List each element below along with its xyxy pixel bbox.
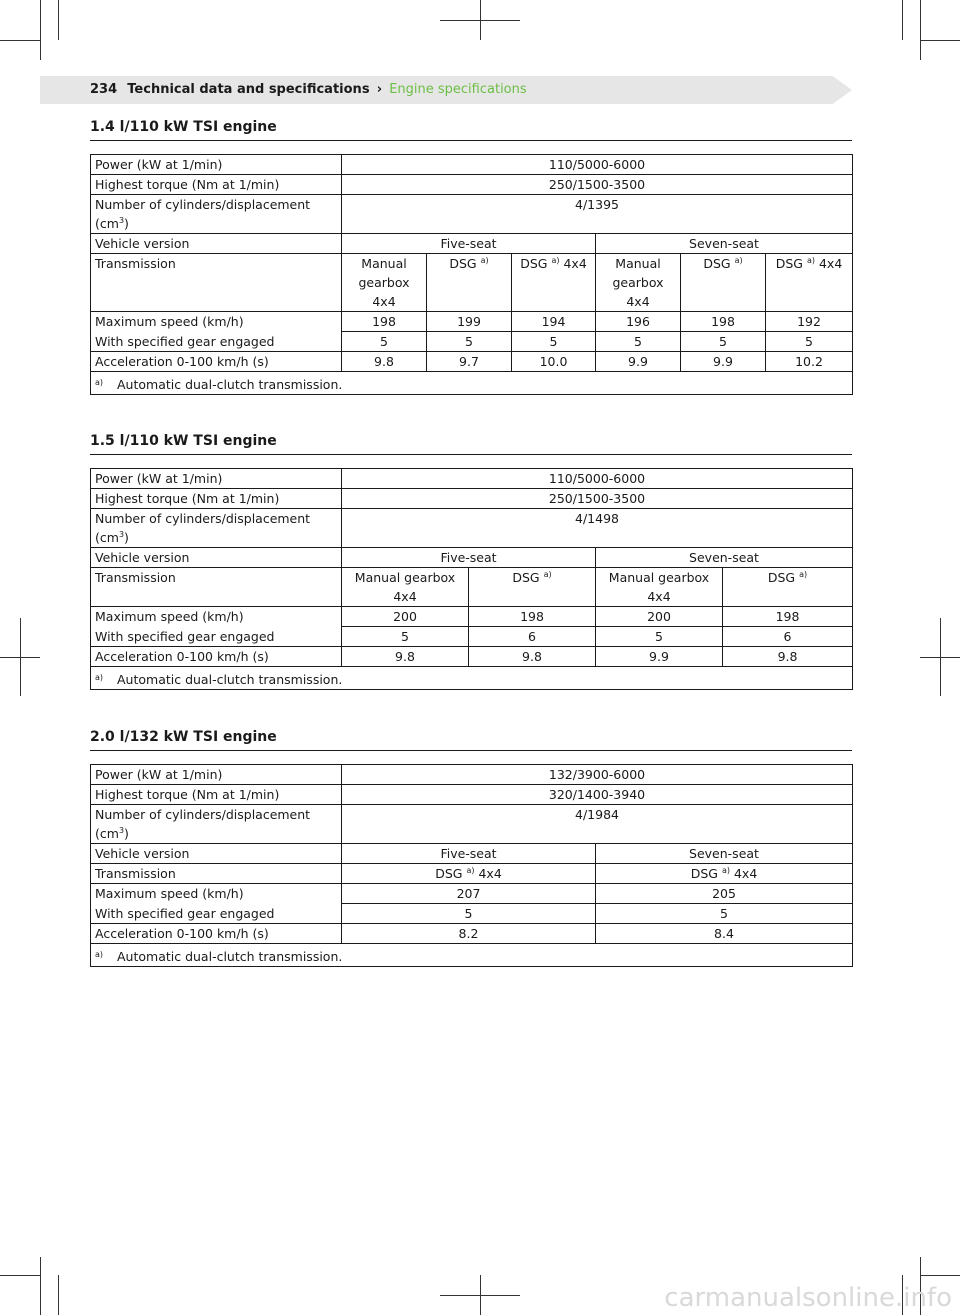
table-row [91,155,853,175]
footnote-row [91,944,853,967]
table-row [91,647,853,667]
table-cell: 10.0 [512,352,596,372]
table-cell: 5 [596,904,853,924]
row-label: With specified gear engaged [91,904,342,924]
footnote-ref[interactable]: a) [734,256,743,265]
section-title: 2.0 l/132 kW TSI engine [90,728,852,751]
table-row [91,312,853,332]
footnote-ref[interactable]: a) [806,256,815,265]
row-label: With specified gear engaged [91,627,342,647]
table-row [91,864,853,884]
crop-mark [920,40,960,41]
breadcrumb-section[interactable]: Technical data and specifications [127,82,370,97]
footnote [91,372,853,395]
table-cell [723,568,853,607]
footnote-ref[interactable]: a) [799,570,808,579]
drive-label: 4x4 [818,256,843,271]
table-row [91,548,853,568]
row-label: Vehicle version [91,844,342,864]
crop-mark [920,1275,960,1276]
row-label: With specified gear engaged [91,332,342,352]
footnote-ref[interactable]: a) [551,256,560,265]
footnote-text: Automatic dual-clutch transmission. [117,948,343,964]
footnote-row [91,667,853,690]
table-cell: 9.8 [342,647,469,667]
row-label: Vehicle version [91,234,342,254]
table-cell: 5 [342,627,469,647]
table-cell [342,864,596,884]
table-row [91,352,853,372]
table-cell: 5 [596,627,723,647]
table-cell: 198 [681,312,766,332]
label-text: Number of cylinders/displacement (cm [95,807,311,841]
transmission-label: DSG [512,570,540,585]
table-cell: 192 [766,312,853,332]
label-text: Number of cylinders/displacement (cm [95,197,311,231]
footnote-row [91,372,853,395]
label-text: ) [124,826,129,841]
table-cell: Seven-seat [596,234,853,254]
table-row [91,904,853,924]
footnote-text: Automatic dual-clutch transmission. [117,671,343,687]
spec-table [90,154,853,395]
row-label: Vehicle version [91,548,342,568]
table-cell: 5 [766,332,853,352]
table-cell: Seven-seat [596,844,853,864]
row-label: Acceleration 0-100 km/h (s) [91,352,342,372]
table-cell: 200 [342,607,469,627]
table-cell: 250/1500-3500 [342,175,853,195]
row-label: Highest torque (Nm at 1/min) [91,489,342,509]
transmission-label: DSG [690,866,718,881]
crop-mark [40,1257,41,1315]
watermark: carmanualsonline.info [664,1283,952,1313]
crop-mark [40,0,41,60]
footnote [91,944,853,967]
label-text: ) [124,216,129,231]
table-row [91,175,853,195]
table-row [91,509,853,548]
table-row [91,924,853,944]
table-cell: 110/5000-6000 [342,469,853,489]
table-row [91,568,853,607]
spec-table [90,468,853,690]
breadcrumb-subsection[interactable]: Engine specifications [389,82,527,97]
table-row [91,627,853,647]
table-cell: Five-seat [342,844,596,864]
crop-mark [480,1275,481,1315]
row-label: Transmission [91,568,342,607]
footnote-mark: a) [95,672,104,682]
table-cell: Five-seat [342,234,596,254]
table-cell: 9.8 [469,647,596,667]
footnote-ref[interactable]: a) [480,256,489,265]
table-cell: 4/1395 [342,195,853,234]
table-cell: 250/1500-3500 [342,489,853,509]
table-row [91,195,853,234]
table-row [91,332,853,352]
engine-section-2-0 [90,728,852,967]
table-cell: 9.9 [596,647,723,667]
row-label: Power (kW at 1/min) [91,155,342,175]
row-label: Highest torque (Nm at 1/min) [91,785,342,805]
table-row [91,765,853,785]
drive-label: 4x4 [478,866,502,881]
table-row [91,489,853,509]
footnote-ref[interactable]: a) [543,570,552,579]
drive-label: 4x4 [733,866,758,881]
footnote-mark: a) [95,949,104,959]
table-row [91,844,853,864]
table-cell: 9.7 [427,352,512,372]
label-text: Number of cylinders/displacement (cm [95,511,311,545]
transmission-label: DSG [435,866,463,881]
crop-mark [0,40,40,41]
row-label [91,195,342,234]
transmission-label: Manual gearbox 4x4 [612,256,664,309]
table-cell: Manual gearbox 4x4 [342,568,469,607]
transmission-label: Manual gearbox 4x4 [358,256,410,309]
table-cell: 8.4 [596,924,853,944]
unit-superscript: 3 [118,530,125,539]
row-label: Maximum speed (km/h) [91,312,342,332]
table-cell: 320/1400-3940 [342,785,853,805]
row-label: Power (kW at 1/min) [91,469,342,489]
table-cell: 5 [512,332,596,352]
footnote [91,667,853,690]
row-label: Maximum speed (km/h) [91,884,342,904]
running-header [90,80,527,100]
label-text: ) [124,530,129,545]
table-cell [596,254,681,312]
crop-mark [480,0,481,40]
spec-table [90,764,853,967]
table-cell: 207 [342,884,596,904]
table-row [91,469,853,489]
table-cell: 4/1498 [342,509,853,548]
table-cell: 10.2 [766,352,853,372]
row-label: Power (kW at 1/min) [91,765,342,785]
crop-mark [940,618,941,696]
crop-mark [20,618,21,696]
footnote-text: Automatic dual-clutch transmission. [117,376,343,392]
table-cell: 5 [342,904,596,924]
unit-superscript: 3 [118,216,125,225]
drive-label: 4x4 [563,256,587,271]
page-number: 234 [90,82,118,97]
table-cell: Five-seat [342,548,596,568]
table-cell: 196 [596,312,681,332]
engine-section-1-5 [90,432,852,690]
row-label [91,509,342,548]
table-cell: 5 [427,332,512,352]
table-cell: 110/5000-6000 [342,155,853,175]
row-label: Highest torque (Nm at 1/min) [91,175,342,195]
table-cell: 9.9 [681,352,766,372]
transmission-label: DSG [775,256,803,271]
footnote-ref[interactable]: a) [466,866,475,875]
table-cell [512,254,596,312]
row-label: Maximum speed (km/h) [91,607,342,627]
table-cell: 205 [596,884,853,904]
section-title: 1.4 l/110 kW TSI engine [90,118,852,141]
table-cell: 5 [681,332,766,352]
table-cell [342,254,427,312]
breadcrumb-separator: › [376,82,383,97]
table-cell [427,254,512,312]
table-cell: 198 [469,607,596,627]
row-label: Acceleration 0-100 km/h (s) [91,924,342,944]
table-row [91,607,853,627]
table-cell: Manual gearbox 4x4 [596,568,723,607]
table-cell: 199 [427,312,512,332]
engine-section-1-4 [90,118,852,395]
transmission-label: DSG [703,256,731,271]
table-cell: 194 [512,312,596,332]
table-cell: 200 [596,607,723,627]
transmission-label: DSG [449,256,477,271]
crop-mark [920,0,921,60]
table-cell: 6 [723,627,853,647]
table-cell: 4/1984 [342,805,853,844]
table-cell: 198 [723,607,853,627]
transmission-label: DSG [767,570,796,585]
table-row [91,785,853,805]
table-cell: 6 [469,627,596,647]
row-label: Transmission [91,864,342,884]
table-cell [469,568,596,607]
table-cell: 132/3900-6000 [342,765,853,785]
footnote-mark: a) [95,377,104,387]
table-cell: 5 [342,332,427,352]
crop-mark [0,1275,40,1276]
table-cell [766,254,853,312]
row-label: Transmission [91,254,342,312]
crop-mark [58,0,59,40]
transmission-label: DSG [520,256,548,271]
table-cell: 9.8 [723,647,853,667]
unit-superscript: 3 [118,826,125,835]
table-cell: 5 [596,332,681,352]
table-cell [596,864,853,884]
section-title: 1.5 l/110 kW TSI engine [90,432,852,455]
table-row [91,234,853,254]
table-cell: 9.9 [596,352,681,372]
table-cell [681,254,766,312]
table-cell: 9.8 [342,352,427,372]
crop-mark [58,1275,59,1315]
table-row [91,805,853,844]
row-label: Acceleration 0-100 km/h (s) [91,647,342,667]
crop-mark [902,0,903,40]
footnote-ref[interactable]: a) [721,866,730,875]
table-cell: Seven-seat [596,548,853,568]
row-label [91,805,342,844]
table-cell: 8.2 [342,924,596,944]
table-cell: 198 [342,312,427,332]
table-row [91,884,853,904]
table-row [91,254,853,312]
